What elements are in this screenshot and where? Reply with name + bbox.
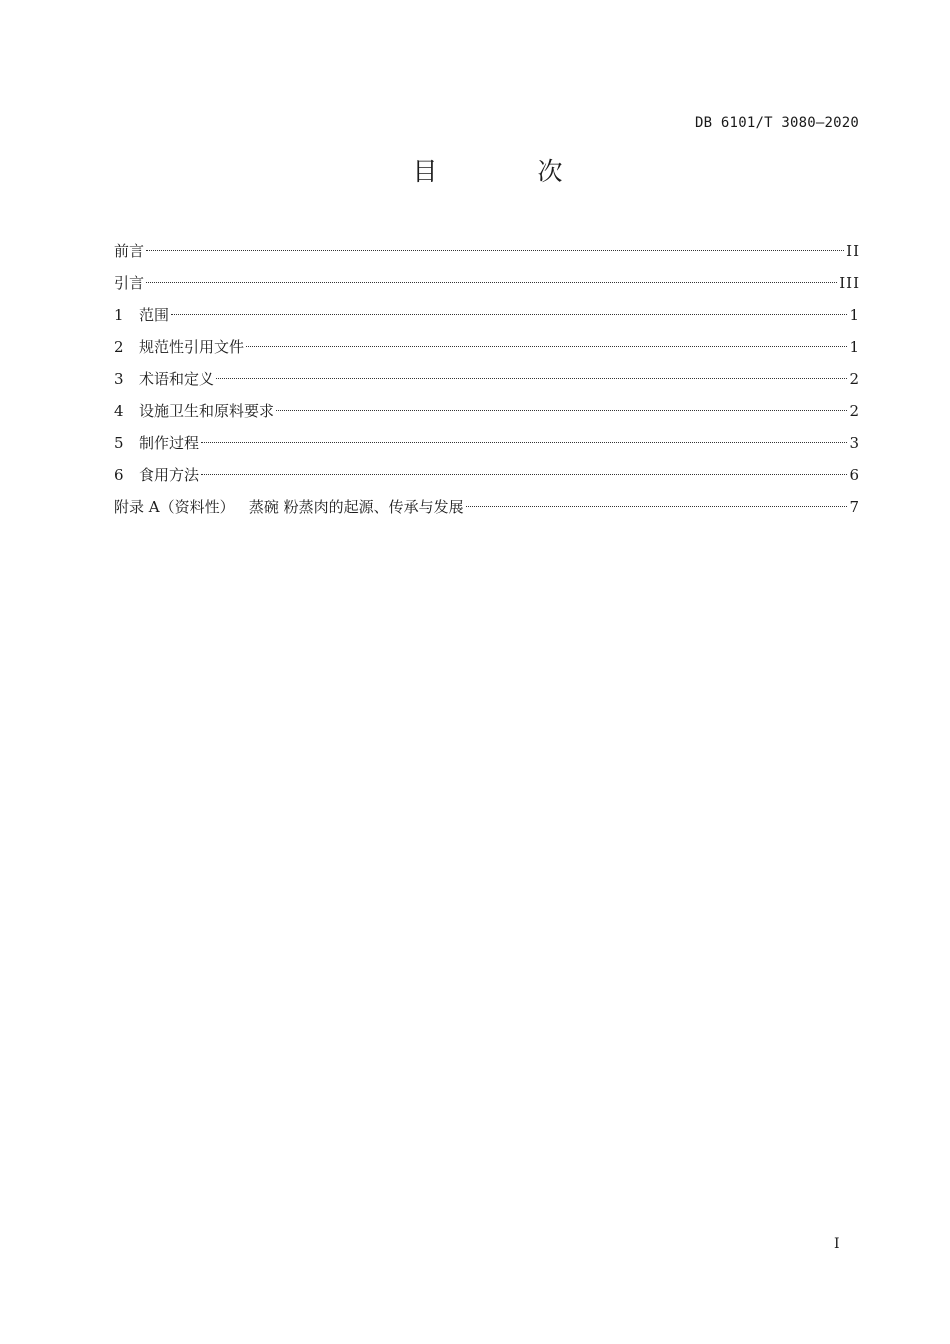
toc-entry-page: 2 bbox=[849, 370, 860, 388]
toc-entry-page: 6 bbox=[849, 466, 860, 484]
toc-entry-label: 术语和定义 bbox=[139, 370, 215, 388]
dot-leader bbox=[146, 250, 844, 251]
toc-entry-label: 范围 bbox=[139, 306, 170, 324]
dot-leader bbox=[171, 314, 847, 315]
dot-leader bbox=[246, 346, 847, 347]
toc-entry-number: 4 bbox=[114, 402, 124, 420]
toc-entry-scope[interactable] bbox=[114, 302, 860, 334]
toc-entry-terms-definitions[interactable] bbox=[114, 366, 860, 398]
toc-entry-page: 1 bbox=[849, 306, 860, 324]
toc-entry-facility-requirements[interactable] bbox=[114, 398, 860, 430]
toc-entry-label: 前言 bbox=[114, 242, 145, 260]
toc-entry-label: 规范性引用文件 bbox=[139, 338, 245, 356]
page-number: I bbox=[834, 1236, 840, 1252]
dot-leader bbox=[276, 410, 847, 411]
table-of-contents bbox=[114, 238, 860, 526]
dot-leader bbox=[216, 378, 847, 379]
toc-entry-number: 1 bbox=[114, 306, 124, 324]
toc-entry-page: 1 bbox=[849, 338, 860, 356]
toc-entry-number: 3 bbox=[114, 370, 124, 388]
toc-entry-page: 3 bbox=[849, 434, 860, 452]
toc-entry-number: 5 bbox=[114, 434, 124, 452]
dot-leader bbox=[146, 282, 837, 283]
toc-entry-label: 附录 A（资料性） 蒸碗 粉蒸肉的起源、传承与发展 bbox=[114, 498, 464, 516]
toc-entry-number: 2 bbox=[114, 338, 124, 356]
toc-entry-label: 食用方法 bbox=[139, 466, 200, 484]
toc-entry-label: 引言 bbox=[114, 274, 145, 292]
dot-leader bbox=[466, 506, 848, 507]
toc-entry-label: 制作过程 bbox=[139, 434, 200, 452]
toc-title: 目 次 bbox=[412, 157, 609, 186]
toc-entry-number: 6 bbox=[114, 466, 124, 484]
toc-entry-page: II bbox=[846, 242, 860, 260]
toc-entry-appendix-a[interactable] bbox=[114, 494, 860, 526]
toc-entry-normative-references[interactable] bbox=[114, 334, 860, 366]
toc-entry-page: 2 bbox=[849, 402, 860, 420]
toc-entry-foreword[interactable] bbox=[114, 238, 860, 270]
toc-entry-page: 7 bbox=[849, 498, 860, 516]
toc-entry-page: III bbox=[839, 274, 860, 292]
dot-leader bbox=[201, 442, 847, 443]
toc-entry-label: 设施卫生和原料要求 bbox=[139, 402, 275, 420]
document-code: DB 6101/T 3080—2020 bbox=[695, 115, 859, 131]
toc-entry-introduction[interactable] bbox=[114, 270, 860, 302]
toc-entry-production-process[interactable] bbox=[114, 430, 860, 462]
dot-leader bbox=[201, 474, 847, 475]
toc-entry-consumption-method[interactable] bbox=[114, 462, 860, 494]
